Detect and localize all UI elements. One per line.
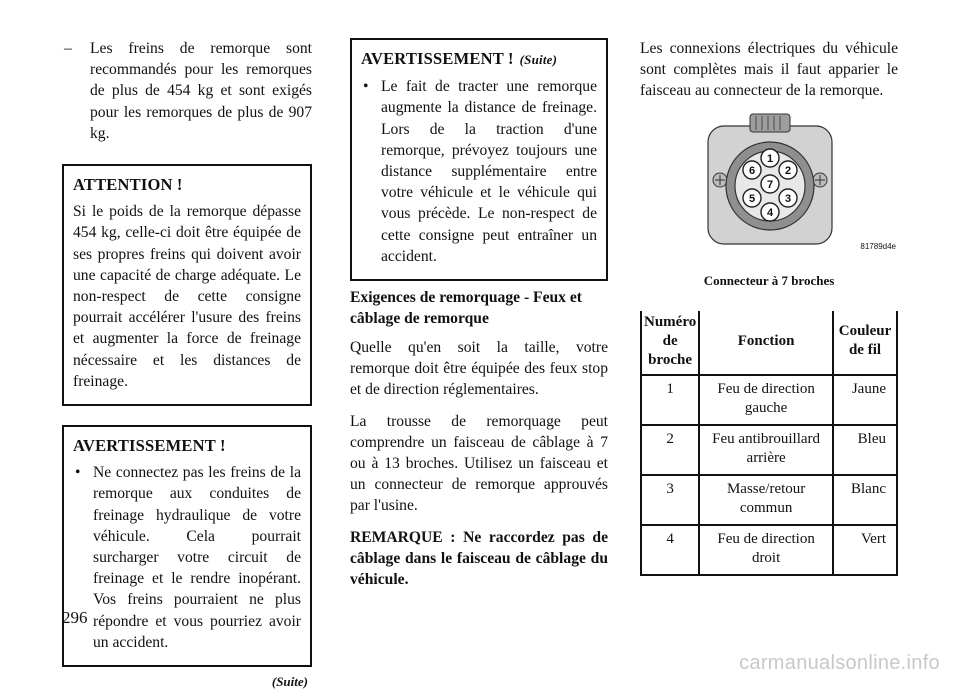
figure-caption: Connecteur à 7 broches: [703, 272, 835, 288]
pin-table-header: [641, 311, 897, 375]
warning-continued-text: Le fait de tracter une remorque augmente la distance de freinage. Lors de la traction d'une remorque, prévoyez toujours une distance supplémentaire entre votre véhicule et le véhicule qui vous précède. Le non-respect de cette consigne peut entraîner un accident.: [381, 78, 597, 265]
header-function: Fonction: [699, 311, 833, 375]
connection-intro: Les connexions électriques du véhicule sont complètes mais il faut apparier le faisceau au connecteur de la remorque.: [640, 40, 898, 100]
pin-wire-color: Jaune: [833, 375, 897, 425]
pin-number: 1: [641, 375, 699, 425]
table-row: [641, 375, 897, 425]
table-row: [641, 525, 897, 575]
connector-figure: [640, 112, 898, 262]
warning-text: Ne connectez pas les freins de la remorque aux conduites de freinage hydraulique de votre véhicule. Cela pourrait surcharger votre circuit de freinage et le rendre inopérant. Vos freins pourraient ne plus répondre et vous pourriez avoir un accident.: [93, 464, 301, 651]
warning-continued-title: [361, 48, 597, 70]
pin-number: 4: [641, 525, 699, 575]
warning-title: AVERTISSEMENT !: [73, 436, 226, 456]
left-column: [62, 38, 312, 692]
table-row: [641, 475, 897, 525]
harness-paragraph: La trousse de remorquage peut comprendre un faisceau de câblage à 7 ou à 13 broches. Utilisez un faisceau et un connecteur de remorque approuvés par l'usine.: [350, 412, 608, 515]
warning-continued-bullet-item: [361, 76, 597, 267]
warning-continued-box: [350, 38, 608, 281]
right-column: [640, 38, 898, 576]
bullet-marker: •: [75, 464, 81, 482]
header-pin-number: Numéro de broche: [641, 311, 699, 375]
pin-wire-color: Bleu: [833, 425, 897, 475]
warning-continued-suite: (Suite): [519, 52, 558, 67]
attention-box: [62, 164, 312, 406]
table-row: [641, 425, 897, 475]
pin-label-4: 4: [766, 206, 774, 219]
figure-code: 81789d4e: [860, 242, 896, 252]
header-wire-color: Couleur de fil: [833, 311, 897, 375]
pin-label-1: 1: [766, 152, 774, 165]
attention-title: ATTENTION !: [73, 175, 183, 195]
pin-function: Feu de direction droit: [699, 525, 833, 575]
pin-wire-color: Vert: [833, 525, 897, 575]
pin-function: Feu de direction gauche: [699, 375, 833, 425]
page-number: 296: [62, 608, 88, 627]
brake-requirement-item: [62, 38, 312, 144]
bullet-marker: •: [363, 78, 369, 96]
middle-column: [350, 38, 608, 590]
continued-note: (Suite): [271, 674, 308, 690]
pin-label-7: 7: [766, 178, 774, 191]
section-heading: Exigences de remorquage - Feux et câblage de remorque: [350, 289, 582, 328]
pin-wire-color: Blanc: [833, 475, 897, 525]
pin-label-3: 3: [784, 192, 792, 205]
pin-table: [640, 311, 898, 576]
pin-function: Feu antibrouillard arrière: [699, 425, 833, 475]
lights-paragraph: Quelle qu'en soit la taille, votre remorque doit être équipée des feux stop et de direction réglementaires.: [350, 339, 608, 399]
remark-note: REMARQUE : Ne raccordez pas de câblage dans le faisceau de câblage du véhicule.: [350, 528, 608, 589]
pin-function: Masse/retour commun: [699, 475, 833, 525]
watermark: carmanualsonline.info: [739, 652, 940, 674]
pin-label-2: 2: [784, 164, 792, 177]
pin-label-6: 6: [748, 164, 756, 177]
warning-bullet-item: [73, 462, 301, 653]
dash-marker: –: [64, 40, 72, 57]
brake-requirement-text: Les freins de remorque sont recommandés pour les remorques de plus de 454 kg et sont exigés pour les remorques de plus de 907 kg.: [90, 40, 312, 142]
attention-text: Si le poids de la remorque dépasse 454 kg, celle-ci doit être équipée de ses propres freins qui doivent avoir une capacité de charge adéquate. Le non-respect de cette consigne pourrait accélérer l'usure des freins et augmenter la force de freinage nécessaire et les distances de freinage.: [73, 203, 301, 390]
seven-pin-connector-illustration: [704, 112, 836, 250]
pin-number: 2: [641, 425, 699, 475]
warning-box: [62, 425, 312, 667]
pin-number: 3: [641, 475, 699, 525]
warning-continued-heading: AVERTISSEMENT !: [361, 49, 514, 68]
pin-label-5: 5: [748, 192, 756, 205]
